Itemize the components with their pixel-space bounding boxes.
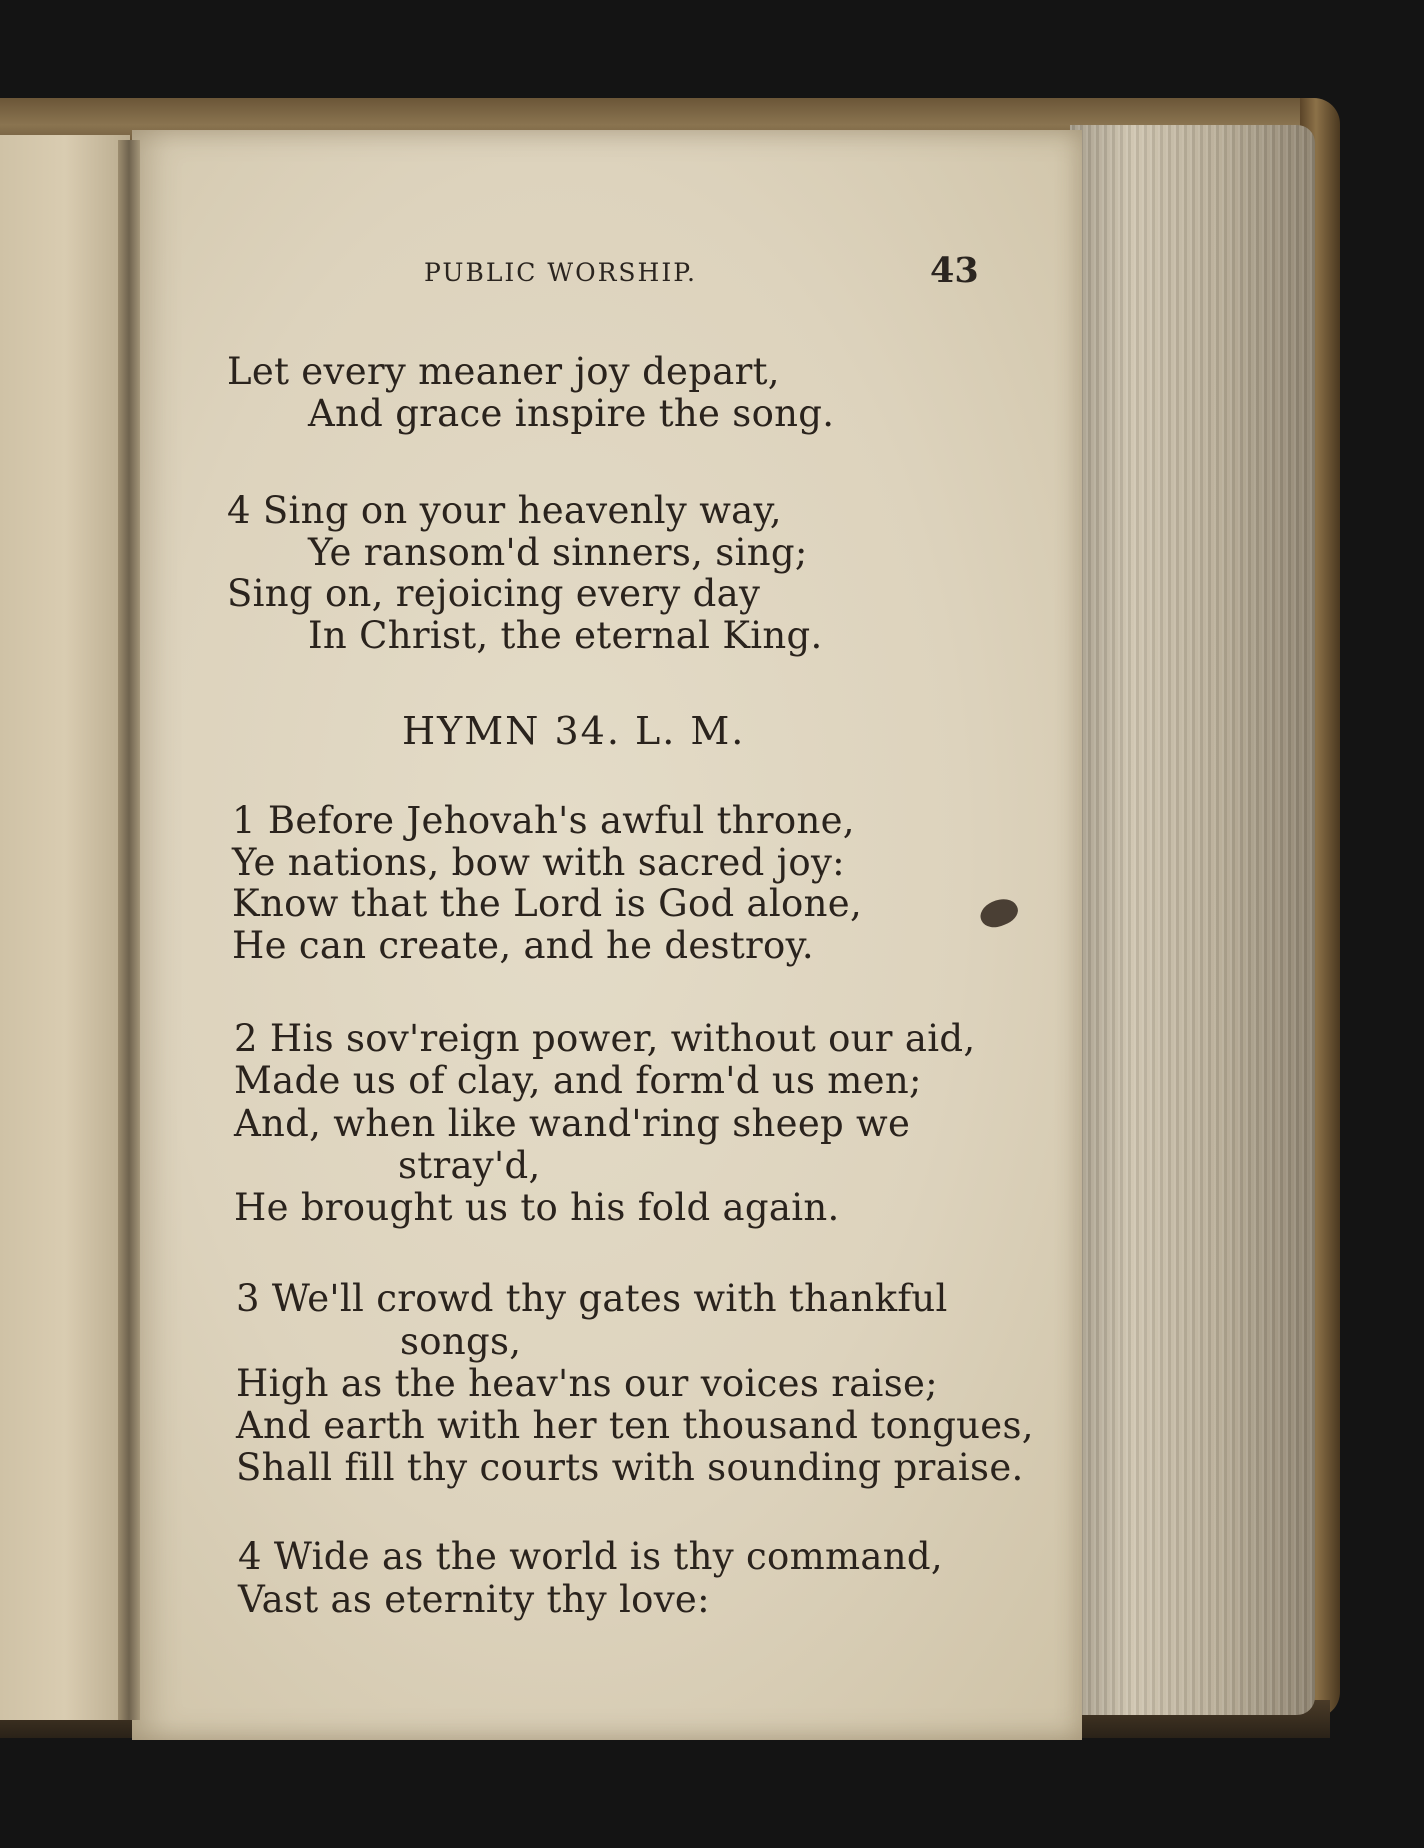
verse-line: 4 Sing on your heavenly way, [227,489,782,532]
hymn-heading: HYMN 34. L. M. [402,709,746,753]
verse-line: Know that the Lord is God alone, [232,882,863,925]
verse-line: And, when like wand'ring sheep we [234,1102,911,1145]
running-head: PUBLIC WORSHIP. [424,258,697,287]
verse-line: Ye nations, bow with sacred joy: [232,841,845,884]
verse-line: 1 Before Jehovah's awful throne, [232,799,855,842]
verse-line: Ye ransom'd sinners, sing; [308,531,808,574]
verse-line: Let every meaner joy depart, [227,350,780,393]
verse-line: High as the heav'ns our voices raise; [236,1362,938,1405]
verse-line: 4 Wide as the world is thy command, [238,1535,943,1578]
verse-line: Vast as eternity thy love: [238,1578,710,1621]
verse-line: Made us of clay, and form'd us men; [234,1059,922,1102]
verse-line: Shall fill thy courts with sounding praise. [236,1446,1024,1489]
verse-line: He brought us to his fold again. [234,1186,840,1229]
verse-line: 2 His sov'reign power, without our aid, [234,1017,976,1060]
verse-line: 3 We'll crowd thy gates with thankful [236,1277,948,1320]
page-number: 43 [930,250,979,291]
verse-line: Sing on, rejoicing every day [227,572,761,615]
verse-line: And earth with her ten thousand tongues, [236,1404,1034,1447]
previous-page-edge [0,135,130,1720]
verse-line: In Christ, the eternal King. [308,614,823,657]
page-gutter [118,140,140,1720]
verse-line: And grace inspire the song. [308,392,835,435]
verse-line: stray'd, [398,1144,541,1187]
verse-line: He can create, and he destroy. [232,924,814,967]
page-block-fore-edge [1070,125,1315,1715]
verse-line: songs, [400,1320,522,1363]
